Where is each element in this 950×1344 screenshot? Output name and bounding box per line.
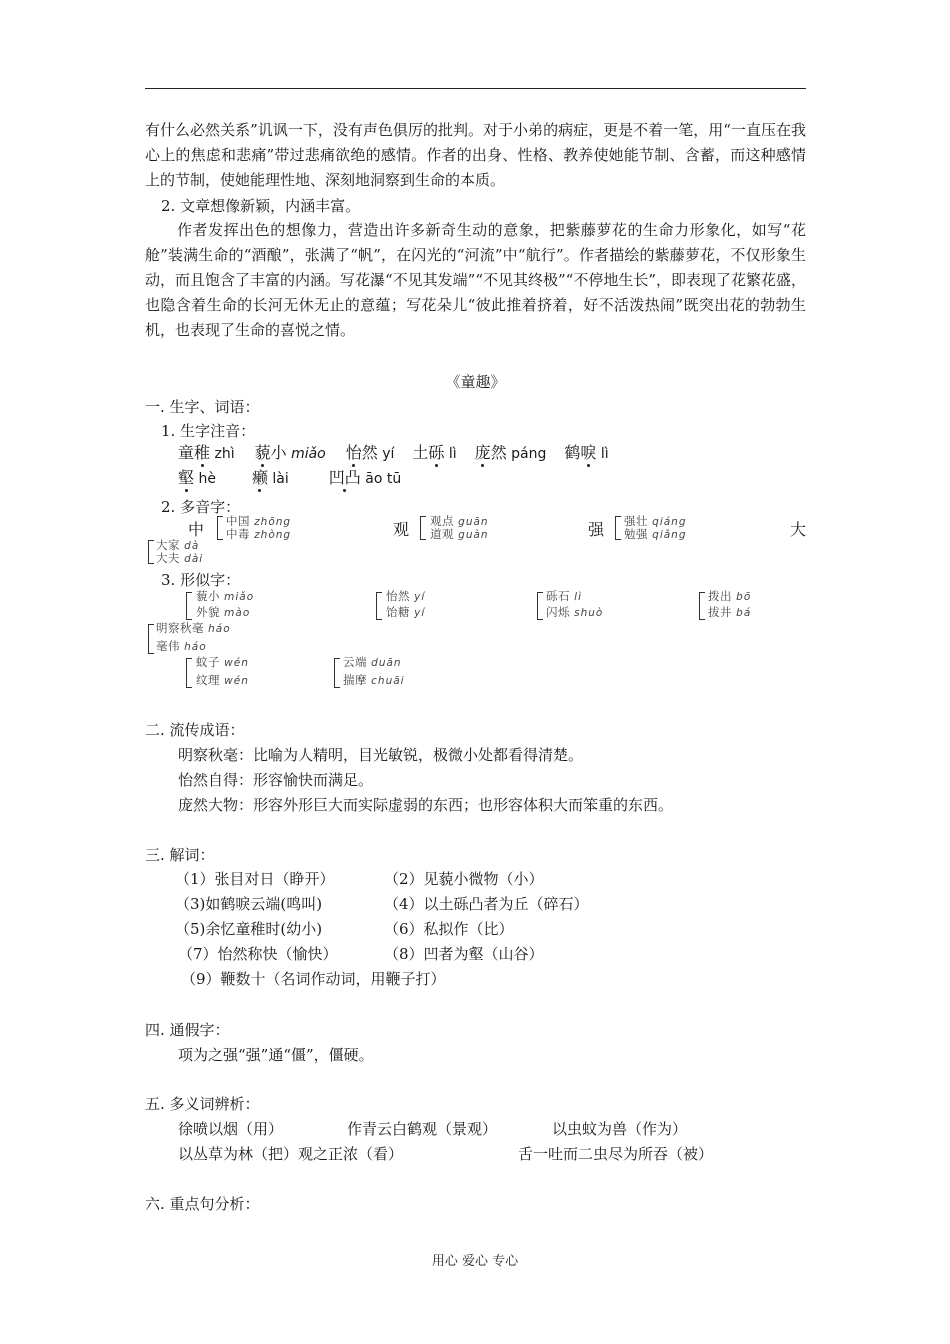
- pinyin-dotted-char: 砾: [428, 443, 445, 462]
- brace: [217, 516, 223, 540]
- pinyin-word: 鹤: [564, 443, 581, 462]
- pinyin-entry: [178, 468, 216, 489]
- pinyin-word: 童: [178, 443, 195, 462]
- pinyin-entry: [252, 468, 289, 489]
- idiom-item: 明察秋毫：比喻为人精明，目光敏锐，极微小处都看得清楚。: [178, 746, 584, 764]
- duoyin-word: 中毒 zhòng: [226, 527, 292, 541]
- explain-item: （6）私拟作（比）: [384, 920, 514, 938]
- xingsi-word: 蚊子 wén: [196, 655, 249, 669]
- xingsi-word: 拨出 bō: [708, 589, 752, 603]
- xingsi-word: 揣摩 chuāi: [343, 673, 405, 687]
- explain-item: （3)如鹤唳云端(鸣叫): [175, 895, 323, 913]
- pinyin-row-1: [178, 443, 609, 464]
- xingsi-word: 闪烁 shuò: [546, 605, 604, 619]
- intro-paragraph-1: 有什么必然关系”讥讽一下，没有声色俱厉的批判。对于小弟的病症，更是不着一笔，用“一直压在我心上的焦虑和悲痛”带过悲痛欲绝的感情。作者的出身、性格、教养使她能节制、含蓄，而这种感情上的节制，使她能理性地、深刻地洞察到生命的本质。: [145, 121, 806, 189]
- header-rule: [145, 88, 806, 89]
- pinyin-entry: [412, 443, 456, 464]
- pinyin-reading: lì: [444, 446, 457, 462]
- xingsi-word: 怡然 yí: [386, 589, 426, 603]
- brace: [186, 592, 192, 620]
- brace: [615, 516, 621, 540]
- brace: [376, 592, 382, 620]
- pinyin-reading: páng: [506, 446, 547, 462]
- pinyin-dotted-char: 庞: [474, 443, 491, 462]
- section-4-heading: 四. 通假字：: [145, 1021, 230, 1039]
- xingsi-word: 外貌 mào: [196, 605, 251, 619]
- pinyin-reading: yí: [377, 446, 395, 462]
- xingsi-word: 毫伟 háo: [156, 639, 207, 653]
- pinyin-reading: āo tū: [360, 471, 402, 487]
- pinyin-entry: [475, 443, 547, 464]
- section-3-heading: 三. 解词：: [145, 846, 215, 864]
- xingsi-word: 纹理 wén: [196, 673, 249, 687]
- brace: [186, 658, 192, 688]
- brace: [537, 592, 543, 620]
- pinyin-reading: zhì: [210, 446, 235, 462]
- duoyin-char: 大: [790, 520, 807, 539]
- explain-item: （4）以土砾凸者为丘（碎石）: [384, 895, 589, 913]
- intro-heading-2: 2. 文章想像新颖，内涵丰富。: [161, 197, 361, 215]
- pinyin-dotted-char: 怡: [345, 443, 362, 462]
- polysemy-item: 舌一吐而二虫尽为所吞（被）: [518, 1145, 714, 1163]
- duoyin-char: 强: [588, 520, 605, 539]
- pinyin-entry: [346, 443, 395, 464]
- xingsi-word: 藐小 miǎo: [196, 589, 255, 603]
- explain-item: （8）凹者为壑（山谷）: [384, 945, 544, 963]
- brace: [148, 624, 154, 654]
- pinyin-reading: lài: [267, 471, 289, 487]
- xingsi-word: 云端 duān: [343, 655, 402, 669]
- pinyin-dotted-char: 唳: [580, 443, 597, 462]
- duoyin-word: 强壮 qiáng: [624, 514, 687, 528]
- brace: [334, 658, 340, 688]
- intro-paragraph-2: 作者发挥出色的想像力，营造出许多新奇生动的意象，把紫藤萝花的生命力形象化，如写“花舱”装满生命的“酒酿”，张满了“帆”，在闪光的“河流”中“航行”。作者描绘的紫藤萝花，不仅形象生动，而且饱含了丰富的内涵。写花瀑“不见其发端”“不见其终极”“不停地生长”，即表现了花繁花盛，也隐含着生命的长河无休无止的意蕴；写花朵儿“彼此推着挤着，好不活泼热闹”既突出花的勃勃生机，也表现了生命的喜悦之情。: [145, 221, 807, 339]
- duoyin-word: 大家 dà: [156, 538, 200, 552]
- pinyin-row-2: [178, 468, 401, 489]
- section-5-heading: 五. 多义词辨析：: [145, 1095, 260, 1113]
- duoyin-word: 观点 guān: [430, 514, 489, 528]
- explain-item: （5)余忆童稚时(幼小): [175, 920, 323, 938]
- duoyin-char: 中: [188, 520, 205, 539]
- explain-item: （9）鞭数十（名词作动词，用鞭子打）: [181, 970, 446, 988]
- xingsi-word: 拔井 bá: [708, 605, 752, 619]
- section-1-heading: 一. 生字、词语：: [145, 398, 260, 416]
- duoyin-char: 观: [393, 520, 410, 539]
- brace: [420, 516, 426, 540]
- pinyin-dotted-char: 凹凸: [328, 468, 361, 487]
- polysemy-item: 作青云白鹤观（景观）: [347, 1120, 498, 1138]
- duoyin-word: 道观 guàn: [430, 527, 489, 541]
- section-2-heading: 二. 流传成语：: [145, 721, 245, 739]
- page-footer: 用心 爱心 专心: [431, 1254, 519, 1269]
- explain-item: （1）张目对日（睁开）: [175, 870, 335, 888]
- duoyin-word: 中国 zhōng: [226, 514, 292, 528]
- pinyin-reading: miǎo: [286, 446, 326, 462]
- xingsi-word: 明察秋毫 háo: [156, 621, 231, 635]
- pinyin-word: 然: [490, 443, 507, 462]
- xingsi-word: 砾石 lì: [546, 589, 582, 603]
- section-1-sub-3: 3. 形似字：: [161, 571, 241, 589]
- section-1-sub-1: 1. 生字注音：: [161, 422, 256, 440]
- pinyin-dotted-char: 壑: [178, 468, 195, 487]
- tongjia-text: 项为之强“强”通“僵”，僵硬。: [178, 1046, 374, 1064]
- polysemy-item: 以丛草为林（把）观之正浓（看）: [178, 1145, 404, 1163]
- pinyin-word: 然: [361, 443, 378, 462]
- brace: [148, 540, 154, 564]
- duoyin-word: 勉强 qiǎng: [624, 527, 687, 541]
- pinyin-reading: hè: [194, 471, 216, 487]
- pinyin-reading: lì: [596, 446, 609, 462]
- idiom-item: 怡然自得：形容愉快而满足。: [178, 771, 374, 789]
- duoyin-word: 大夫 dài: [156, 551, 204, 565]
- pinyin-dotted-char: 癞: [251, 468, 268, 487]
- doc-title: 《童趣》: [445, 373, 506, 391]
- xingsi-word: 饴糖 yí: [386, 605, 426, 619]
- pinyin-dotted-char: 稚: [194, 443, 211, 462]
- pinyin-entry: [564, 443, 608, 464]
- pinyin-entry: [255, 443, 326, 464]
- pinyin-word: 小: [270, 443, 287, 462]
- polysemy-item: 徐喷以烟（用）: [178, 1120, 284, 1138]
- polysemy-item: 以虫蚊为兽（作为）: [552, 1120, 688, 1138]
- idiom-item: 庞然大物：形容外形巨大而实际虚弱的东西；也形容体积大而笨重的东西。: [178, 796, 674, 814]
- explain-item: （2）见藐小微物（小）: [384, 870, 544, 888]
- section-6-heading: 六. 重点句分析：: [145, 1195, 260, 1213]
- section-1-sub-2: 2. 多音字：: [161, 498, 241, 516]
- pinyin-entry: [178, 443, 235, 464]
- explain-item: （7）怡然称快（愉快）: [178, 945, 338, 963]
- pinyin-entry: [329, 468, 401, 489]
- brace: [699, 592, 705, 620]
- pinyin-dotted-char: 藐: [254, 443, 271, 462]
- pinyin-word: 土: [412, 443, 429, 462]
